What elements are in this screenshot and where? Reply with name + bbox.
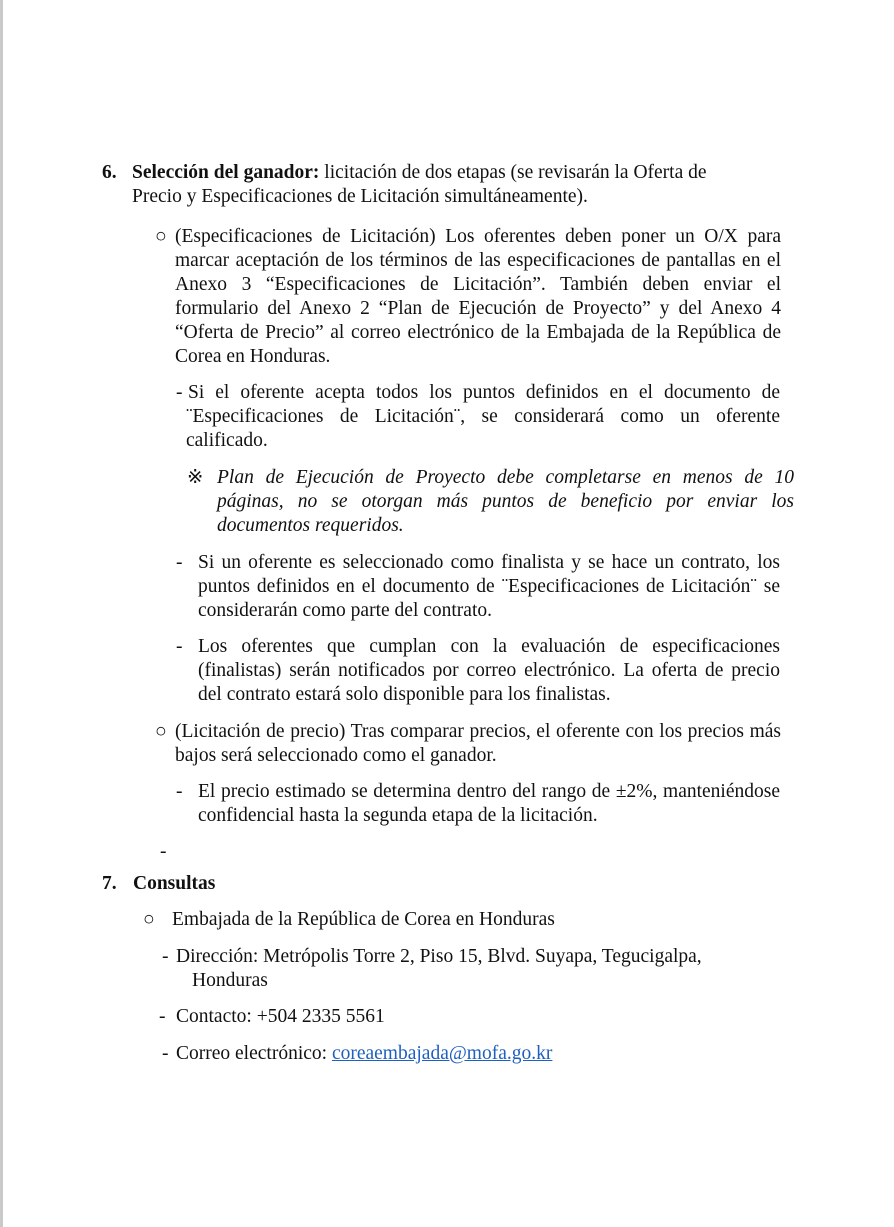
section-7-number: 7. <box>102 873 117 894</box>
email-label: Correo electrónico: <box>176 1043 328 1064</box>
bullet-2-marker: ○ <box>155 721 167 742</box>
note-marker: ※ <box>187 467 204 488</box>
bullet-1-text: (Especificaciones de Licitación) Los oferentes deben poner un O/X para marcar aceptación de los términos de las especificaciones de pantallas en el Anexo 3 “Especificaciones de Licitación”. También deben enviar el formulario del Anexo 2 “Plan de Ejecución de Proyecto” y del Anexo 4 “Oferta de Precio” al correo electrónico de la Embajada de la República de Corea en Honduras. <box>175 226 781 367</box>
sub-2-text: Si un oferente es seleccionado como finalista y se hace un contrato, los puntos definidos en el documento de ¨Especificaciones de Licitación¨ se considerarán como parte del contrato. <box>198 552 780 621</box>
section-7-title: Consultas <box>133 873 216 894</box>
section-6-title: Selección del ganador: <box>132 162 320 183</box>
email-link[interactable]: coreaembajada@mofa.go.kr <box>331 1043 553 1064</box>
sub-3-text: Los oferentes que cumplan con la evaluación de especificaciones (finalistas) serán notificados por correo electrónico. La oferta de precio del contrato estará solo disponible para los finalistas. <box>198 636 780 705</box>
section-6-paragraph <box>102 161 752 209</box>
email-line <box>176 1042 552 1066</box>
embassy-name: Embajada de la República de Corea en Honduras <box>172 909 555 930</box>
email-marker: - <box>162 1043 169 1064</box>
section-6-text: licitación de dos etapas (se revisarán la Oferta de Precio y Especificaciones de Licitación simultáneamente). <box>132 162 707 207</box>
address-text: Dirección: Metrópolis Torre 2, Piso 15, Blvd. Suyapa, Tegucigalpa, Honduras <box>176 946 702 991</box>
note-text: Plan de Ejecución de Proyecto debe completarse en menos de 10 páginas, no se otorgan más puntos de beneficio por enviar los documentos requeridos. <box>217 467 794 536</box>
contact-text: Contacto: +504 2335 5561 <box>176 1006 385 1027</box>
bullet-1-marker: ○ <box>155 226 167 247</box>
section-6-number: 6. <box>102 162 117 183</box>
section-7-bullet-marker: ○ <box>143 909 155 930</box>
sub-2-marker: - <box>176 552 183 573</box>
stray-dash: - <box>160 841 167 862</box>
bullet-2-sub-1-text: El precio estimado se determina dentro del rango de ±2%, manteniéndose confidencial hasta la segunda etapa de la licitación. <box>198 781 780 826</box>
contact-marker: - <box>159 1006 166 1027</box>
sub-3-marker: - <box>176 636 183 657</box>
sub-1-text: Si el oferente acepta todos los puntos definidos en el documento de ¨Especificaciones de Licitación¨, se considerará como un oferente calificado. <box>186 382 780 451</box>
address-marker: - <box>162 946 169 967</box>
bullet-2-sub-1-marker: - <box>176 781 183 802</box>
bullet-2-text: (Licitación de precio) Tras comparar precios, el oferente con los precios más bajos será seleccionado como el ganador. <box>175 721 781 766</box>
sub-1-marker: - <box>176 382 183 403</box>
